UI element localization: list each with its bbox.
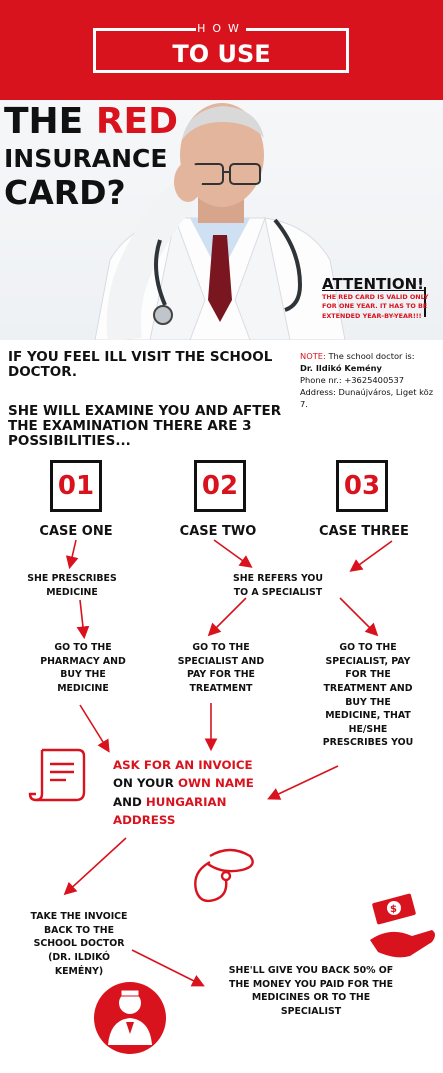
title-line-2: INSURANCE: [4, 144, 168, 173]
arrow-refers-specialist: [210, 598, 246, 634]
invoice-ask: ASK FOR AN INVOICE: [113, 758, 253, 772]
arrow-refers-specialist-pay-buy: [340, 598, 376, 634]
note-phone: Phone nr.: +3625400537: [300, 375, 405, 386]
intro-exam: SHE WILL EXAMINE YOU AND AFTER THE EXAMINATION THERE ARE 3 POSSIBILITIES...: [8, 403, 282, 450]
doctor-avatar-icon: [94, 982, 166, 1054]
invoice-and: AND: [113, 794, 146, 809]
case-two-label: CASE TWO: [179, 524, 257, 539]
case-one-label: CASE ONE: [39, 524, 113, 539]
case-two-number: 02: [194, 460, 246, 512]
header-to-use: TO USE: [172, 40, 271, 68]
money-symbol: $: [390, 904, 397, 915]
case-one-number: 01: [50, 460, 102, 512]
note-address: Address: Dunaújváros, Liget köz 7.: [300, 387, 434, 410]
title-red: RED: [95, 101, 179, 142]
arrow-invoice-takeback: [66, 838, 126, 893]
attention-text: THE RED CARD IS VALID ONLY FOR ONE YEAR. IT HAS TO BE EXTENDED YEAR-BY-YEAR!!!: [322, 293, 429, 320]
step-specialist-pay-buy: GO TO THE SPECIALIST, PAY FOR THE TREATMENT AND BUY THE MEDICINE, THAT HE/SHE PRESCRIBES YOU: [322, 642, 414, 749]
step-refers: SHE REFERS YOU TO A SPECIALIST: [233, 573, 323, 598]
step-refund: SHE'LL GIVE YOU BACK 50% OF THE MONEY YOU PAID FOR THE MEDICINES OR TO THE SPECIALIST: [228, 965, 394, 1017]
money-hand-icon: [370, 893, 435, 957]
invoice-hungarian-address: HUNGARIAN ADDRESS: [113, 794, 227, 827]
stethoscope-icon: [195, 850, 252, 901]
title-the: THE: [4, 101, 84, 142]
arrow-specialist-buy-invoice: [270, 766, 338, 798]
case-three-label: CASE THREE: [319, 524, 409, 539]
intro-ill: IF YOU FEEL ILL VISIT THE SCHOOL DOCTOR.: [8, 349, 273, 381]
case-three-number: 03: [336, 460, 388, 512]
arrow-takeback-refund: [132, 950, 202, 985]
arrow-pharmacy-invoice: [80, 705, 108, 750]
arrow-case1-prescribes: [70, 540, 76, 566]
arrow-prescribes-pharmacy: [80, 600, 84, 636]
invoice-on-your: ON YOUR: [113, 776, 178, 791]
title-line-3: CARD?: [4, 173, 126, 212]
step-take-back: TAKE THE INVOICE BACK TO THE SCHOOL DOCTOR (DR. ILDIKÓ KEMÉNY): [30, 911, 128, 977]
step-prescribes: SHE PRESCRIBES MEDICINE: [27, 573, 117, 598]
step-pharmacy: GO TO THE PHARMACY AND BUY THE MEDICINE: [40, 642, 126, 694]
header-how: HOW: [197, 22, 246, 35]
note-label: NOTE:: [300, 351, 326, 361]
invoice-icon: [30, 750, 84, 800]
arrow-case2-refers: [214, 540, 250, 566]
invoice-own-name: OWN NAME: [177, 776, 254, 791]
attention-title: ATTENTION!: [322, 275, 425, 293]
arrow-case3-refers: [352, 541, 392, 570]
note-text: The school doctor is:: [325, 351, 415, 361]
step-specialist-pay: GO TO THE SPECIALIST AND PAY FOR THE TREATMENT: [177, 642, 265, 694]
note-doctor: Dr. Ildikó Kemény: [300, 363, 382, 374]
